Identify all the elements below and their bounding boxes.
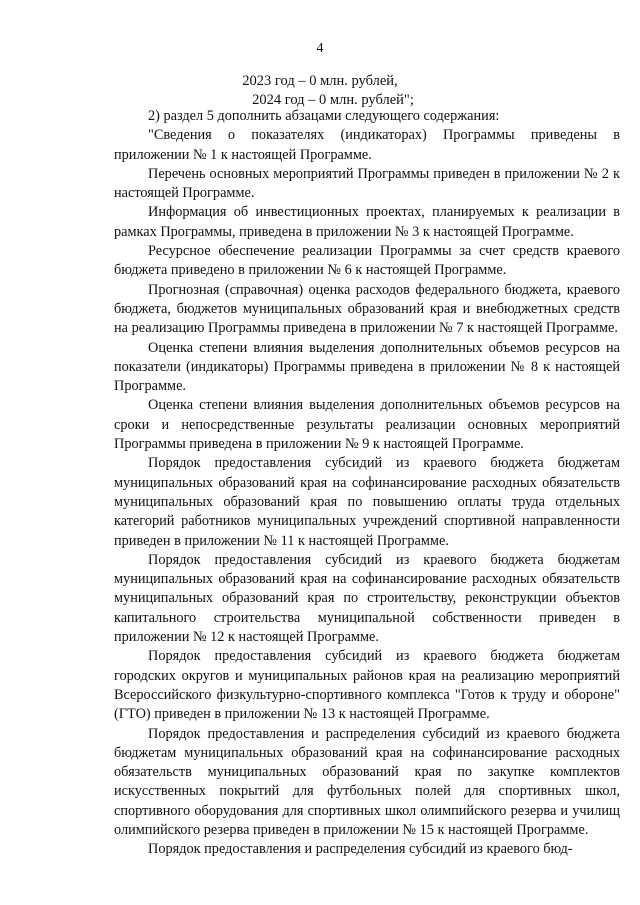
paragraph: Порядок предоставления и распределения субсидий из краевого бюджета бюджетам муниципальных образований края на софинансирование расходных обязательств муниципальных образований края по закупке комплектов искусственных покрытий для футбольных полей для спортивных школ, спортивного оборудования для спортивных школ олимпийского резерва и училищ олимпийского резерва приведен в приложении № 15 к настоящей Программе. bbox=[114, 725, 620, 838]
page-number: 4 bbox=[316, 41, 324, 56]
paragraph: Информация об инвестиционных проектах, планируемых к реализации в рамках Программы, приведена в приложении № 3 к настоящей Программе. bbox=[114, 204, 620, 240]
paragraph: Порядок предоставления субсидий из краевого бюджета бюджетам муниципальных образований края на софинансирование расходных обязательств муниципальных образований края по повышению оплаты труда отдельных категорий работников муниципальных учреждений спортивной направленности приведен в приложении № 11 к настоящей Программе. bbox=[114, 455, 620, 549]
paragraph: Прогнозная (справочная) оценка расходов федерального бюджета, краевого бюджета, бюджетов муниципальных образований края и внебюджетных средств на реализацию Программы приведена в приложении № 7 к настоящей Программе. bbox=[114, 281, 620, 337]
paragraph: Оценка степени влияния выделения дополнительных объемов ресурсов на показатели (индикаторы) Программы приведена в приложении № 8 к настоящей Программе. bbox=[114, 339, 620, 395]
funding-summary-lines bbox=[0, 72, 640, 110]
paragraph: Оценка степени влияния выделения дополнительных объемов ресурсов на сроки и непосредственные результаты реализации основных мероприятий Программы приведена в приложении № 9 к настоящей Программе. bbox=[114, 397, 620, 453]
paragraph: Перечень основных мероприятий Программы приведен в приложении № 2 к настоящей Программе. bbox=[114, 165, 620, 202]
paragraph: "Сведения о показателях (индикаторах) Программы приведены в приложении № 1 к настоящей Программе. bbox=[114, 127, 620, 163]
paragraph: 2) раздел 5 дополнить абзацами следующего содержания: bbox=[148, 108, 500, 124]
funding-line-2023: 2023 год – 0 млн. рублей, bbox=[242, 73, 398, 89]
document-body bbox=[114, 107, 620, 860]
paragraph: Порядок предоставления субсидий из краевого бюджета бюджетам городских округов и муниципальных районов края на реализацию мероприятий Всероссийского физкультурно-спортивного комплекса "Готов к труду и обороне" (ГТО) приведен в приложении № 13 к настоящей Программе. bbox=[114, 648, 620, 723]
funding-line-2024: 2024 год – 0 млн. рублей"; bbox=[252, 92, 414, 108]
paragraph: Ресурсное обеспечение реализации Программы за счет средств краевого бюджета приведено в приложении № 6 к настоящей Программе. bbox=[114, 243, 620, 279]
paragraph: Порядок предоставления субсидий из краевого бюджета бюджетам муниципальных образований края на софинансирование расходных обязательств муниципальных образований края по строительству, реконструкции объектов капитального строительства муниципальной собственности приведен в приложении № 12 к настоящей Программе. bbox=[114, 551, 620, 646]
paragraph: Порядок предоставления и распределения субсидий из краевого бюд- bbox=[148, 841, 573, 858]
